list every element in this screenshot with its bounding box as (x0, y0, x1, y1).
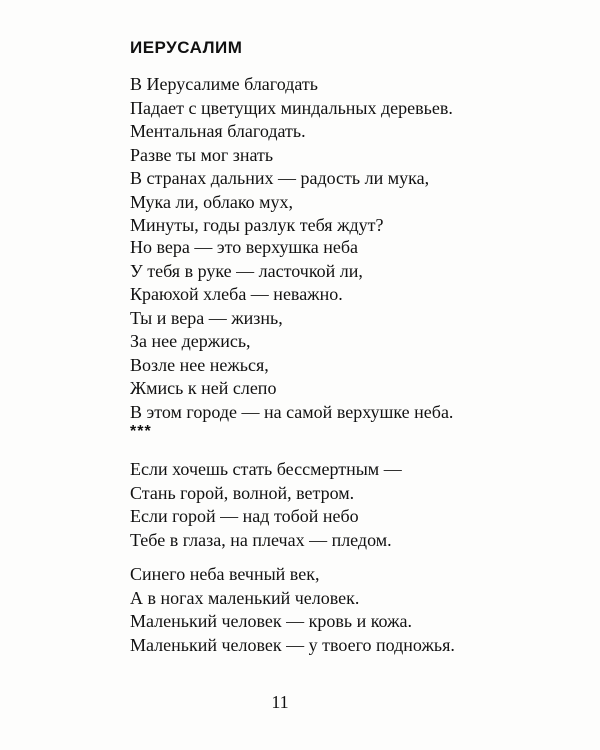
stanza-2 (130, 236, 453, 424)
poem-line: Но вера — это верхушка неба (130, 237, 359, 257)
poem-line: Если горой — над тобой небо (130, 506, 359, 526)
poem-line: Падает с цветущих миндальных деревьев. (130, 97, 453, 118)
stanza-3 (130, 458, 402, 552)
poem-line: Краюхой хлеба — неважно. (130, 284, 343, 304)
poem-line: Синего неба вечный век, (130, 564, 320, 584)
poem-line: А в ногах маленький человек. (130, 587, 360, 608)
poem-line: В Иерусалиме благодать (130, 74, 318, 94)
poem-line: У тебя в руке — ласточкой ли, (130, 260, 363, 281)
poem-line: Разве ты мог знать (130, 144, 274, 165)
poem-line: Жмись к ней слепо (130, 378, 277, 398)
poem-line: Маленький человек — кровь и кожа. (130, 611, 413, 631)
section-divider: *** (130, 423, 152, 440)
poem-line: За нее держись, (130, 331, 251, 351)
poem-line: Ты и вера — жизнь, (130, 307, 283, 328)
poem-title: ИЕРУСАЛИМ (130, 38, 243, 57)
poem-line: В странах дальних — радость ли мука, (130, 168, 430, 188)
page-number: 11 (271, 692, 289, 712)
poem-line: Стань горой, волной, ветром. (130, 482, 355, 503)
poem-line: Маленький человек — у твоего подножья. (130, 634, 455, 655)
poem-line: Мука ли, облако мух, (130, 191, 294, 212)
poem-line: Минуты, годы разлук тебя ждут? (130, 215, 384, 235)
poem-line: Возле нее нежься, (130, 354, 269, 375)
stanza-4 (130, 563, 455, 657)
poem-line: Ментальная благодать. (130, 121, 306, 141)
poem-line: Если хочешь стать бессмертным — (130, 459, 402, 479)
stanza-1 (130, 73, 453, 238)
poem-line: Тебе в глаза, на плечах — пледом. (130, 529, 392, 550)
poem-line: В этом городе — на самой верхушке неба. (130, 401, 454, 422)
